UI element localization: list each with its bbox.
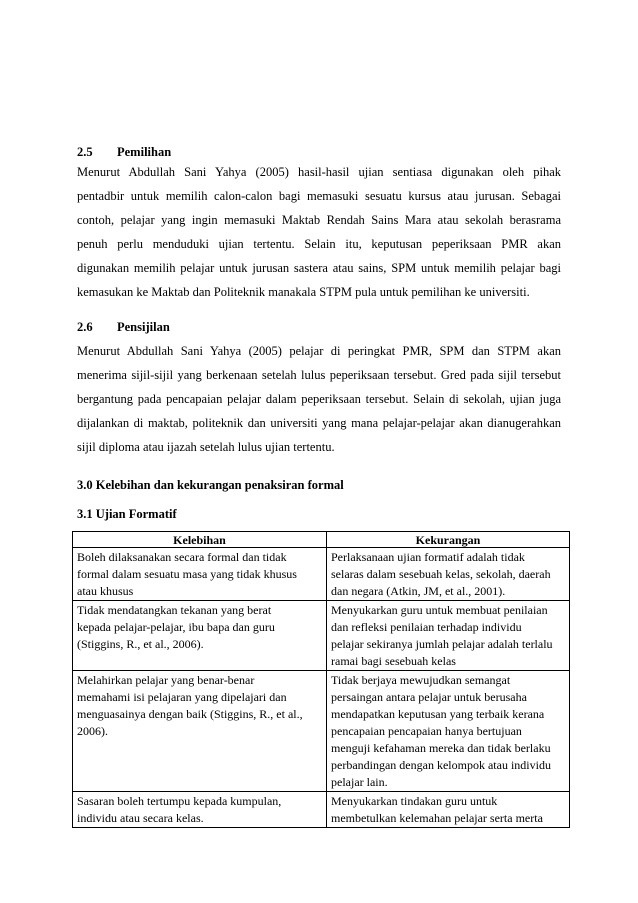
cell-line: dan refleksi penilaian terhadap individu xyxy=(331,620,522,634)
paragraph-line: menerima sijil-sijil yang berkenaan setelah lulus peperiksaan tersebut. Gred pada sijil tersebut xyxy=(77,368,561,382)
paragraph-line: penuh perlu menduduki ujian tertentu. Selain itu, keputusan peperiksaan PMR akan xyxy=(77,237,561,251)
column-header-kekurangan: Kekurangan xyxy=(327,532,570,548)
cell-line: Menyukarkan guru untuk membuat penilaian xyxy=(331,603,548,617)
cell-line: formal dalam sesuatu masa yang tidak khusus xyxy=(77,567,297,581)
table-row xyxy=(73,548,570,601)
cell-line: atau khusus xyxy=(77,584,134,598)
table-header-row xyxy=(73,532,570,548)
cell-line: ramai bagi sesebuah kelas xyxy=(331,654,456,668)
column-header-kelebihan: Kelebihan xyxy=(73,532,327,548)
cell-line: Perlaksanaan ujian formatif adalah tidak xyxy=(331,550,525,564)
cell-line: Melahirkan pelajar yang benar-benar xyxy=(77,673,255,687)
section-title: Pensijilan xyxy=(117,320,170,334)
paragraph-line: digunakan memilih pelajar untuk jurusan sastera atau sains, SPM untuk memilih pelajar bagi xyxy=(77,261,561,275)
table-row xyxy=(73,671,570,792)
paragraph-pemilihan xyxy=(77,160,561,304)
cell-line: menguasainya dengan baik (Stiggins, R., et al., xyxy=(77,707,303,721)
table-cell-kelebihan xyxy=(73,601,327,671)
cell-line: memahami isi pelajaran yang dipelajari dan xyxy=(77,690,287,704)
paragraph-line: bergantung pada pencapaian pelajar dalam peperiksaan tersebut. Selain di sekolah, ujian juga xyxy=(77,392,561,406)
cell-line: (Stiggins, R., et al., 2006). xyxy=(77,637,204,651)
cell-line: 2006). xyxy=(77,724,108,738)
table-cell-kelebihan xyxy=(73,671,327,792)
cell-line: perbandingan dengan kelompok atau individu xyxy=(331,758,551,772)
section-heading-2-5 xyxy=(77,145,171,160)
cell-line: dan negara (Atkin, JM, et al., 2001). xyxy=(331,584,506,598)
section-heading-2-6 xyxy=(77,320,170,335)
cell-line: menguji kefahaman mereka dan tidak berlaku xyxy=(331,741,551,755)
cell-line: pencapaian pencapaian hanya bertujuan xyxy=(331,724,522,738)
table-cell-kekurangan xyxy=(327,792,570,828)
paragraph-line: contoh, pelajar yang ingin memasuki Maktab Rendah Sains Mara atau sekolah berasrama xyxy=(77,213,561,227)
section-number: 2.5 xyxy=(77,145,93,159)
cell-line: Boleh dilaksanakan secara formal dan tidak xyxy=(77,550,287,564)
paragraph-pensijilan xyxy=(77,339,561,459)
table-cell-kekurangan xyxy=(327,548,570,601)
cell-line: persaingan antara pelajar untuk berusaha xyxy=(331,690,527,704)
cell-line: pelajar lain. xyxy=(331,775,388,789)
table-cell-kekurangan xyxy=(327,601,570,671)
paragraph-line: dijalankan di maktab, politeknik dan universiti yang mana pelajar-pelajar akan dianugerahkan xyxy=(77,416,561,430)
table-row xyxy=(73,601,570,671)
section-heading-3-1: 3.1 Ujian Formatif xyxy=(77,507,177,521)
paragraph-line: pentadbir untuk memilih calon-calon bagi memasuki sesuatu kursus atau jurusan. Sebagai xyxy=(77,189,561,203)
cell-line: Tidak berjaya mewujudkan semangat xyxy=(331,673,511,687)
cell-line: Tidak mendatangkan tekanan yang berat xyxy=(77,603,272,617)
paragraph-line: Menurut Abdullah Sani Yahya (2005) pelajar di peringkat PMR, SPM dan STPM akan xyxy=(77,344,561,358)
section-number: 2.6 xyxy=(77,320,93,334)
cell-line: mendapatkan keputusan yang terbaik kerana xyxy=(331,707,545,721)
paragraph-line: Menurut Abdullah Sani Yahya (2005) hasil-hasil ujian sentiasa digunakan oleh pihak xyxy=(77,165,561,179)
table-row xyxy=(73,792,570,828)
paragraph-line: sijil diploma atau ijazah setelah lulus ujian tertentu. xyxy=(77,440,335,454)
cell-line: individu atau secara kelas. xyxy=(77,811,204,825)
table-cell-kekurangan xyxy=(327,671,570,792)
section-title: Pemilihan xyxy=(117,145,172,159)
cell-line: pelajar sekiranya jumlah pelajar adalah terlalu xyxy=(331,637,553,651)
paragraph-line: kemasukan ke Maktab dan Politeknik manakala STPM pula untuk pemilihan ke universiti. xyxy=(77,285,530,299)
table-cell-kelebihan xyxy=(73,548,327,601)
section-heading-3-0: 3.0 Kelebihan dan kekurangan penaksiran formal xyxy=(77,478,344,492)
comparison-table xyxy=(72,531,570,828)
cell-line: Menyukarkan tindakan guru untuk xyxy=(331,794,498,808)
cell-line: kepada pelajar-pelajar, ibu bapa dan guru xyxy=(77,620,275,634)
table-cell-kelebihan xyxy=(73,792,327,828)
cell-line: membetulkan kelemahan pelajar serta merta xyxy=(331,811,543,825)
cell-line: Sasaran boleh tertumpu kepada kumpulan, xyxy=(77,794,282,808)
cell-line: selaras dalam sesebuah kelas, sekolah, daerah xyxy=(331,567,551,581)
